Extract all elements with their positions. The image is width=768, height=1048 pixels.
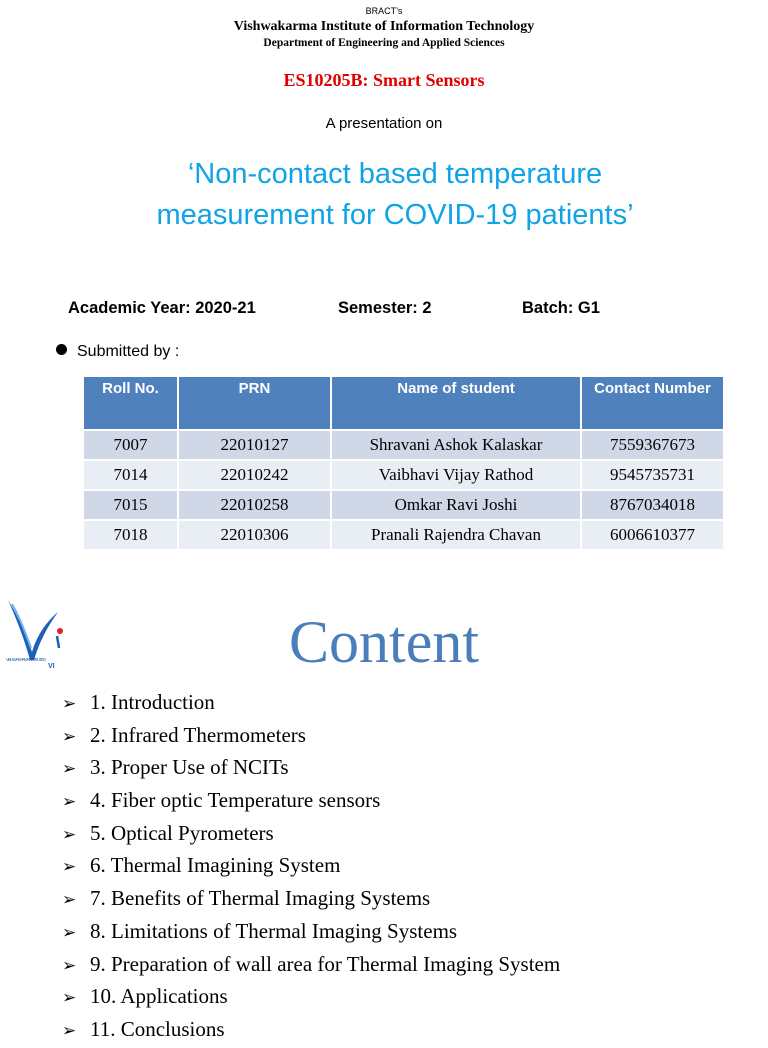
submitted-by bbox=[56, 343, 179, 361]
list-item-label: 1. Introduction bbox=[90, 690, 215, 714]
arrow-bullet-icon: ➢ bbox=[62, 988, 77, 1009]
list-item-label: 10. Applications bbox=[90, 984, 228, 1009]
batch: Batch: G1 bbox=[522, 299, 600, 317]
column-header-roll: Roll No. bbox=[84, 377, 178, 430]
column-header-contact: Contact Number bbox=[581, 377, 723, 430]
list-item-label: 4. Fiber optic Temperature sensors bbox=[90, 788, 381, 813]
semester: Semester: 2 bbox=[338, 299, 432, 317]
name-cell: Pranali Rajendra Chavan bbox=[331, 520, 581, 549]
department-name: Department of Engineering and Applied Sciences bbox=[263, 37, 505, 49]
contact-cell: 7559367673 bbox=[581, 430, 723, 460]
content-list bbox=[62, 686, 560, 1046]
list-item bbox=[62, 882, 560, 915]
column-header-prn: PRN bbox=[178, 377, 331, 430]
roll-cell: 7014 bbox=[84, 460, 178, 490]
prn-cell: 22010242 bbox=[178, 460, 331, 490]
academic-year: Academic Year: 2020-21 bbox=[68, 299, 256, 317]
table-row bbox=[84, 520, 723, 549]
submitted-by-label: Submitted by : bbox=[77, 343, 180, 360]
list-item bbox=[62, 849, 560, 882]
arrow-bullet-icon: ➢ bbox=[62, 694, 77, 714]
logo-text: VISHWAKARMA INSTITUTES bbox=[6, 657, 46, 662]
roll-cell: 7015 bbox=[84, 490, 178, 520]
contact-cell: 9545735731 bbox=[581, 460, 723, 490]
presentation-title: ‘Non-contact based temperature measurement for COVID-19 patients’ bbox=[156, 158, 634, 231]
list-item bbox=[62, 948, 560, 981]
list-item-label: 8. Limitations of Thermal Imaging Systems bbox=[90, 918, 458, 943]
list-item bbox=[62, 751, 560, 784]
list-item-label: 9. Preparation of wall area for Thermal Imaging System bbox=[90, 951, 561, 976]
contact-cell: 6006610377 bbox=[581, 520, 723, 549]
list-item bbox=[62, 915, 560, 948]
table-row bbox=[84, 460, 723, 490]
content-slide bbox=[0, 580, 768, 1041]
table-row bbox=[84, 430, 723, 460]
prn-cell: 22010306 bbox=[178, 520, 331, 549]
list-item-label: 3. Proper Use of NCITs bbox=[90, 755, 289, 780]
prn-cell: 22010258 bbox=[178, 490, 331, 520]
prn-cell: 22010127 bbox=[178, 430, 331, 460]
list-item-label: 6. Thermal Imagining System bbox=[90, 853, 341, 878]
list-item bbox=[62, 719, 560, 752]
institute-name: Vishwakarma Institute of Information Technology bbox=[233, 19, 535, 34]
list-item bbox=[62, 686, 560, 719]
students-table bbox=[84, 377, 723, 549]
list-item bbox=[62, 980, 560, 1013]
list-item-label: 5. Optical Pyrometers bbox=[90, 820, 274, 845]
arrow-bullet-icon: ➢ bbox=[62, 792, 77, 813]
list-item-label: 2. Infrared Thermometers bbox=[90, 722, 306, 747]
presentation-intro: A presentation on bbox=[325, 115, 443, 132]
content-heading: Content bbox=[289, 609, 479, 675]
list-item bbox=[62, 1013, 560, 1046]
contact-cell: 8767034018 bbox=[581, 490, 723, 520]
name-cell: Omkar Ravi Joshi bbox=[331, 490, 581, 520]
logo-mark: VI bbox=[48, 663, 55, 670]
arrow-bullet-icon: ➢ bbox=[62, 759, 77, 780]
list-item-label: 7. Benefits of Thermal Imaging Systems bbox=[90, 886, 431, 911]
arrow-bullet-icon: ➢ bbox=[62, 890, 77, 911]
list-item bbox=[62, 817, 560, 850]
course-title: ES10205B: Smart Sensors bbox=[283, 70, 485, 90]
table-header-row bbox=[84, 377, 723, 430]
arrow-bullet-icon: ➢ bbox=[62, 955, 77, 976]
arrow-bullet-icon: ➢ bbox=[62, 1020, 77, 1041]
roll-cell: 7018 bbox=[84, 520, 178, 549]
bract-label: BRACT’s bbox=[365, 6, 403, 16]
list-item bbox=[62, 784, 560, 817]
arrow-bullet-icon: ➢ bbox=[62, 726, 77, 747]
name-cell: Shravani Ashok Kalaskar bbox=[331, 430, 581, 460]
column-header-name: Name of student bbox=[331, 377, 581, 430]
arrow-bullet-icon: ➢ bbox=[62, 922, 77, 943]
arrow-bullet-icon: ➢ bbox=[62, 824, 77, 845]
arrow-bullet-icon: ➢ bbox=[62, 857, 77, 878]
name-cell: Vaibhavi Vijay Rathod bbox=[331, 460, 581, 490]
table-row bbox=[84, 490, 723, 520]
roll-cell: 7007 bbox=[84, 430, 178, 460]
bullet-dot-icon bbox=[56, 344, 67, 355]
list-item-label: 11. Conclusions bbox=[90, 1016, 225, 1041]
